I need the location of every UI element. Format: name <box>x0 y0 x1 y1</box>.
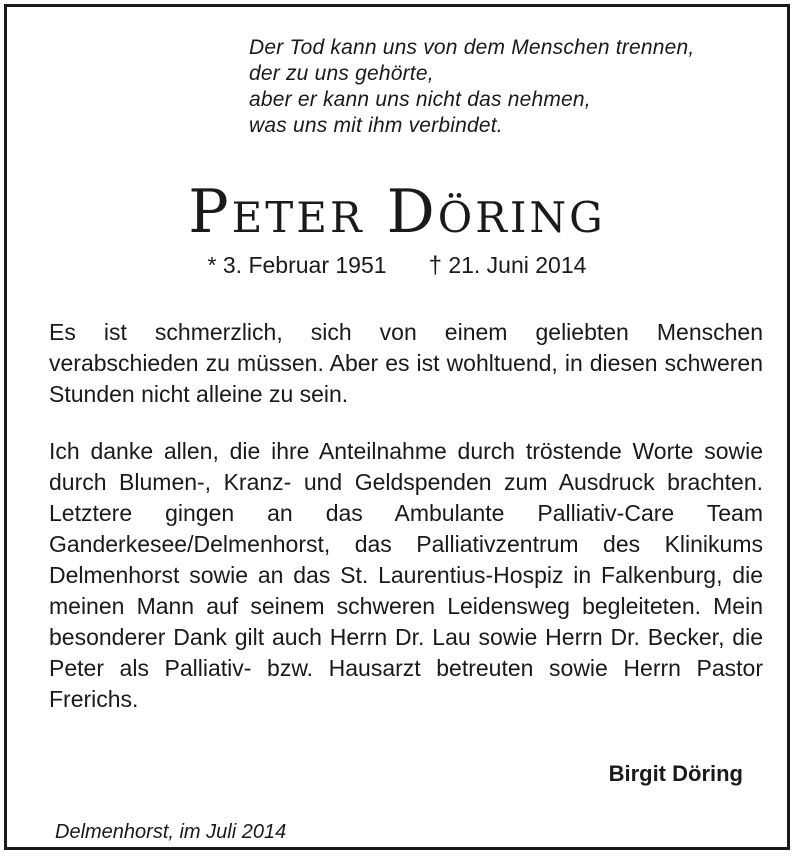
cross-icon: † <box>428 252 442 279</box>
quote-line: der zu uns gehörte, <box>249 62 434 85</box>
life-dates <box>7 251 787 280</box>
quote-line: was uns mit ihm verbindet. <box>249 114 503 137</box>
signature: Birgit Döring <box>608 761 743 786</box>
birth-date: * 3. Februar 1951 <box>207 252 387 278</box>
place-date: Delmenhorst, im Juli 2014 <box>55 821 287 843</box>
death-date: 21. Juni 2014 <box>448 252 587 278</box>
deceased-name: Peter Döring <box>188 177 606 247</box>
quote-line: Der Tod kann uns von dem Menschen trennen, <box>249 36 695 59</box>
memorial-quote <box>249 35 789 139</box>
paragraph-thanks: Ich danke allen, die ihre Anteilnahme durch tröstende Worte sowie durch Blumen-, Kranz- und Geldspenden zum Ausdruck brachten. Letztere gingen an das Ambulante Palliativ-Care Team Ganderkesee/Delmenhorst, das Palliativzentrum des Klinikums Delmenhorst sowie an das St. Laurentius-Hospiz in Falkenburg, die meinen Mann auf seinem schweren Leidensweg begleiteten. Mein besonderer Dank gilt auch Herrn Dr. Lau sowie Herrn Dr. Becker, die Peter als Palliativ- bzw. Hausarzt betreuten sowie Herrn Pastor Frerichs. <box>49 438 763 712</box>
obituary-notice <box>4 4 790 850</box>
quote-line: aber er kann uns nicht das nehmen, <box>249 88 591 111</box>
paragraph-condolence: Es ist schmerzlich, sich von einem geliebten Menschen verabschieden zu müssen. Aber es ist wohltuend, in diesen schweren Stunden nicht alleine zu sein. <box>49 319 763 407</box>
